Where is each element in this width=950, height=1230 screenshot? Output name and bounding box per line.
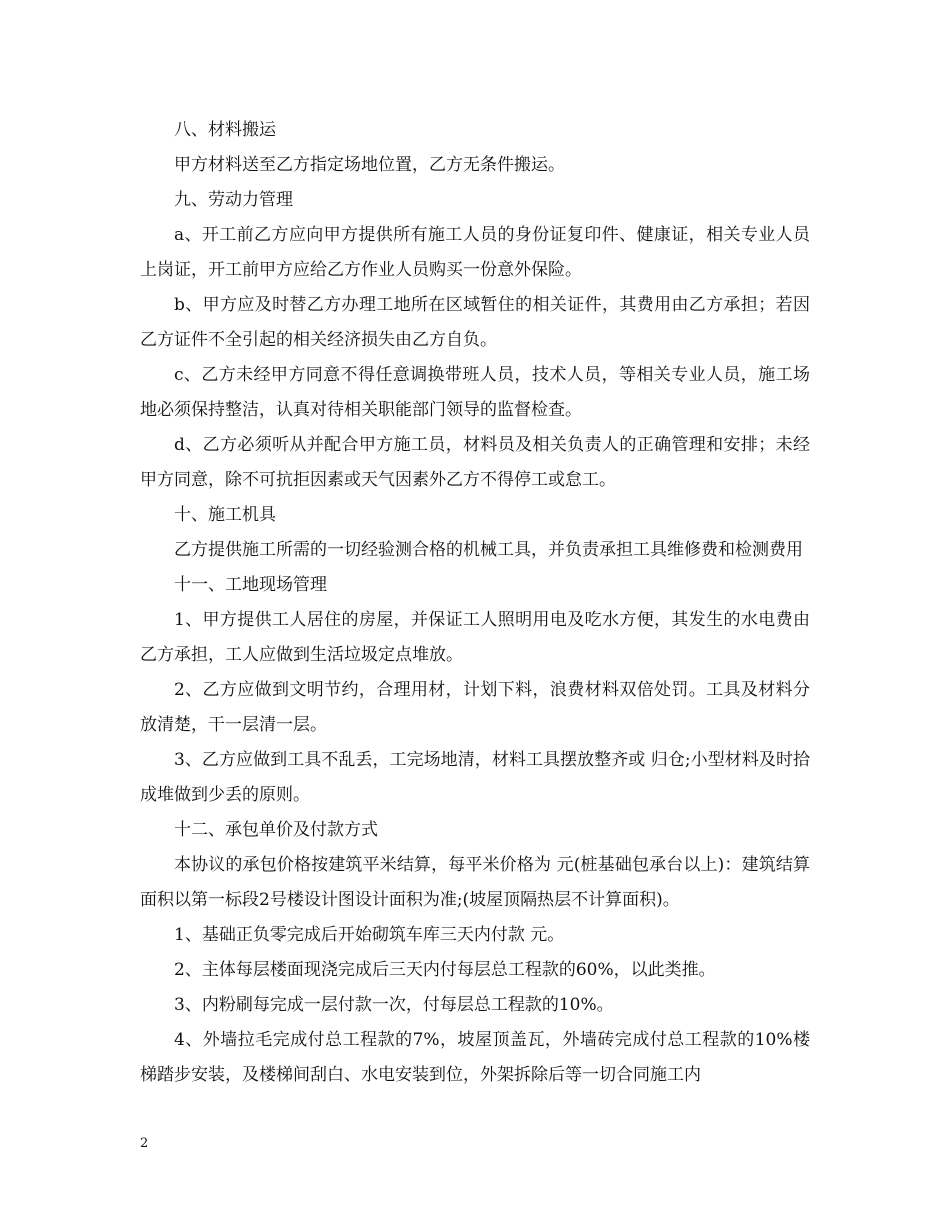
paragraph: 乙方提供施工所需的一切经验测合格的机械工具，并负责承担工具维修费和检测费用 [174, 540, 803, 560]
paragraph: 甲方材料送至乙方指定场地位置，乙方无条件搬运。 [174, 155, 565, 175]
section-heading-10: 十、施工机具 [174, 505, 276, 525]
section-heading-12: 十二、承包单价及付款方式 [174, 820, 378, 840]
section-heading-8: 八、材料搬运 [174, 120, 276, 140]
section-heading-9: 九、劳动力管理 [174, 190, 293, 210]
paragraph: c、乙方未经甲方同意不得任意调换带班人员，技术人员，等相关专业人员，施工场地必须保持整洁，认真对待相关职能部门领导的监督检查。 [140, 365, 810, 420]
paragraph: 2、主体每层楼面现浇完成后三天内付每层总工程款的60%，以此类推。 [174, 960, 716, 980]
page-number: 2 [140, 1136, 149, 1151]
paragraph: 3、内粉刷每完成一层付款一次，付每层总工程款的10%。 [174, 995, 614, 1015]
paragraph: d、乙方必须听从并配合甲方施工员，材料员及相关负责人的正确管理和安排；未经甲方同意，除不可抗拒因素或天气因素外乙方不得停工或怠工。 [140, 435, 810, 490]
paragraph: 2、乙方应做到文明节约，合理用材，计划下料，浪费材料双倍处罚。工具及材料分放清楚，干一层清一层。 [140, 680, 810, 735]
paragraph: b、甲方应及时替乙方办理工地所在区域暂住的相关证件，其费用由乙方承担；若因乙方证件不全引起的相关经济损失由乙方自负。 [140, 295, 810, 350]
document-body [140, 113, 810, 1093]
paragraph: a、开工前乙方应向甲方提供所有施工人员的身份证复印件、健康证，相关专业人员上岗证，开工前甲方应给乙方作业人员购买一份意外保险。 [140, 225, 810, 280]
section-heading-11: 十一、工地现场管理 [174, 575, 327, 595]
paragraph: 3、乙方应做到工具不乱丢，工完场地清，材料工具摆放整齐或 归仓;小型材料及时拾成堆做到少丢的原则。 [140, 750, 810, 805]
paragraph: 4、外墙拉毛完成付总工程款的7%，坡屋顶盖瓦，外墙砖完成付总工程款的10%楼梯踏步安装，及楼梯间刮白、水电安装到位，外架拆除后等一切合同施工内 [140, 1030, 810, 1085]
paragraph: 本协议的承包价格按建筑平米结算，每平米价格为 元(桩基础包承台以上)：建筑结算面积以第一标段2号楼设计图设计面积为准;(坡屋顶隔热层不计算面积)。 [140, 855, 810, 910]
paragraph: 1、甲方提供工人居住的房屋，并保证工人照明用电及吃水方便，其发生的水电费由乙方承担，工人应做到生活垃圾定点堆放。 [140, 610, 810, 665]
paragraph: 1、基础正负零完成后开始砌筑车库三天内付款 元。 [174, 925, 565, 945]
